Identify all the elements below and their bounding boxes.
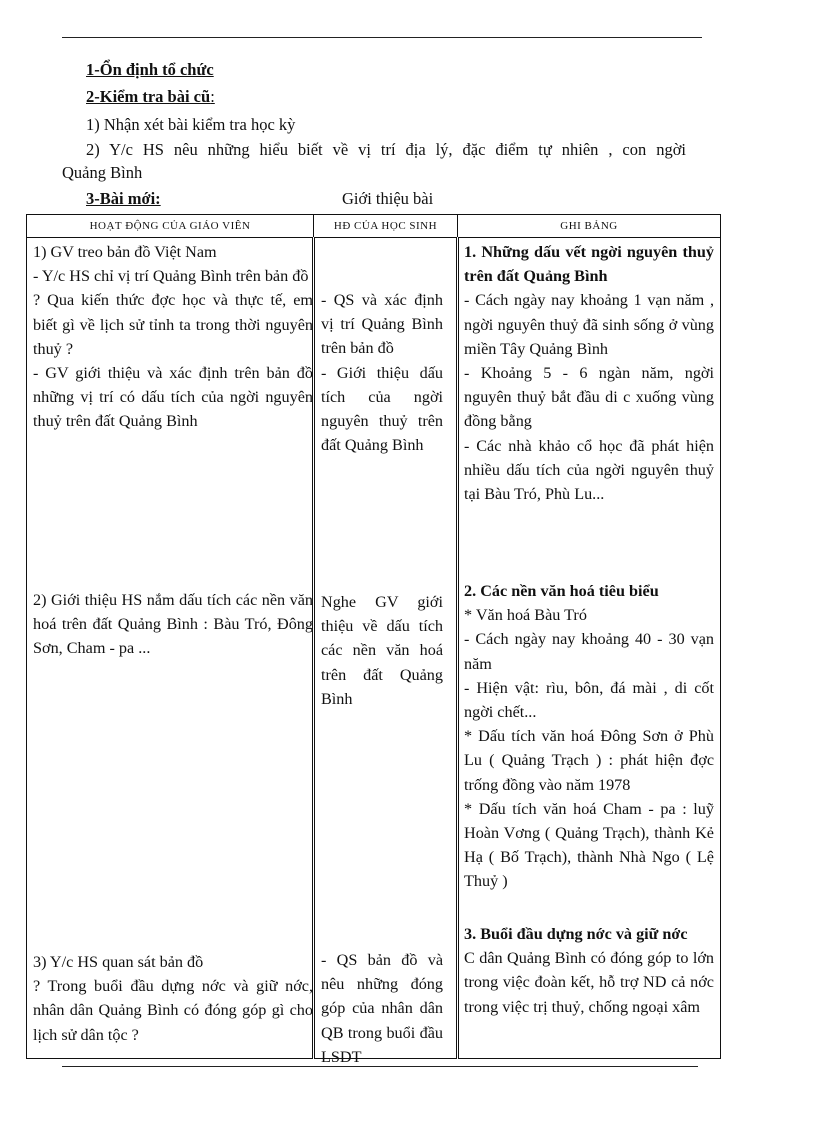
table-header-row (27, 215, 721, 238)
section-3-heading: 3-Bài mới: (86, 189, 161, 208)
teacher-activity-2: 2) Giới thiệu HS nắm dấu tích các nền văn hoá trên đất Quảng Bình : Bàu Tró, Đông Sơn, Cham - pa ... (33, 591, 313, 658)
header-board: GHI BẢNG (458, 215, 721, 238)
top-rule (62, 37, 702, 38)
review-item-1: 1) Nhận xét bài kiểm tra học kỳ (86, 115, 296, 134)
board-column (458, 238, 721, 1059)
teacher-activity-1: 1) GV treo bản đồ Việt Nam - Y/c HS chỉ vị trí Quảng Bình trên bản đồ ? Qua kiến thức đợc học và thực tế, em biết gì về lịch sử tỉnh ta trong thời nguyên thuỷ ? - GV giới thiệu và xác định trên bản đồ những vị trí có dấu tích của ngời nguyên thuỷ trên đất Quảng Bình (33, 243, 313, 431)
student-activity-1: - QS và xác định vị trí Quảng Bình trên bản đồ - Giới thiệu dấu tích của ngời nguyên thuỷ trên đất Quảng Bình (321, 291, 443, 455)
student-column (314, 238, 458, 1066)
intro-label: Giới thiệu bài (342, 189, 434, 208)
table-body-row (27, 238, 721, 1059)
teacher-activity-3: 3) Y/c HS quan sát bản đồ ? Trong buổi đầu dựng nớc và giữ nớc, nhân dân Quảng Bình có đóng góp gì cho lịch sử dân tộc ? (33, 953, 313, 1044)
board-section-2: 2. Các nền văn hoá tiêu biểu * Văn hoá Bàu Tró - Cách ngày nay khoảng 40 - 30 vạn năm - Hiện vật: rìu, bôn, đá mài , di cốt ngời chết... * Dấu tích văn hoá Đông Sơn ở Phù Lu ( Quảng Trạch ) : phát hiện đợc trống đồng vào năm 1978 * Dấu tích văn hoá Cham - pa : luỹ Hoàn Vơng ( Quảng Trạch), thành Kẻ Hạ ( Bố Trạch), thành Nhà Ngo ( Lệ Thuỷ ) (464, 582, 714, 891)
header-student: HĐ CỦA HỌC SINH (314, 215, 458, 238)
teacher-column (27, 238, 314, 1059)
board-section-1: 1. Những dấu vết ngời nguyên thuỷ trên đất Quảng Bình - Cách ngày nay khoảng 1 vạn năm , ngời nguyên thuỷ đã sinh sống ở vùng miền Tây Quảng Bình - Khoảng 5 - 6 ngàn năm, ngời nguyên thuỷ bắt đầu di c xuống vùng đồng bằng - Các nhà khảo cổ học đã phát hiện nhiều dấu tích của ngời nguyên thuỷ tại Bàu Tró, Phù Lu... (464, 243, 714, 504)
student-activity-3: - QS bản đồ và nêu những đóng góp của nhân dân QB trong buổi đầu LSDT (321, 951, 443, 1066)
board-section-3: 3. Buổi đầu dựng nớc và giữ nớc C dân Quảng Bình có đóng góp to lớn trong việc đoàn kết, hỗ trợ ND cả nớc trong việc trị thuỷ, chống ngoại xâm (464, 925, 714, 1016)
student-activity-2: Nghe GV giới thiệu về dấu tích các nền văn hoá trên đất Quảng Bình (321, 593, 443, 708)
section-2-heading: 2-Kiểm tra bài cũ: (86, 87, 215, 106)
lesson-table (26, 214, 721, 1066)
bottom-rule (62, 1066, 698, 1067)
header-teacher: HOẠT ĐỘNG CỦA GIÁO VIÊN (27, 215, 314, 238)
review-item-2-cont: Quảng Bình (62, 163, 143, 182)
review-item-2: 2) Y/c HS nêu những hiểu biết về vị trí địa lý, đặc điểm tự nhiên , con ngời (86, 140, 686, 159)
section-1-heading: 1-Ổn định tổ chức (86, 60, 214, 79)
